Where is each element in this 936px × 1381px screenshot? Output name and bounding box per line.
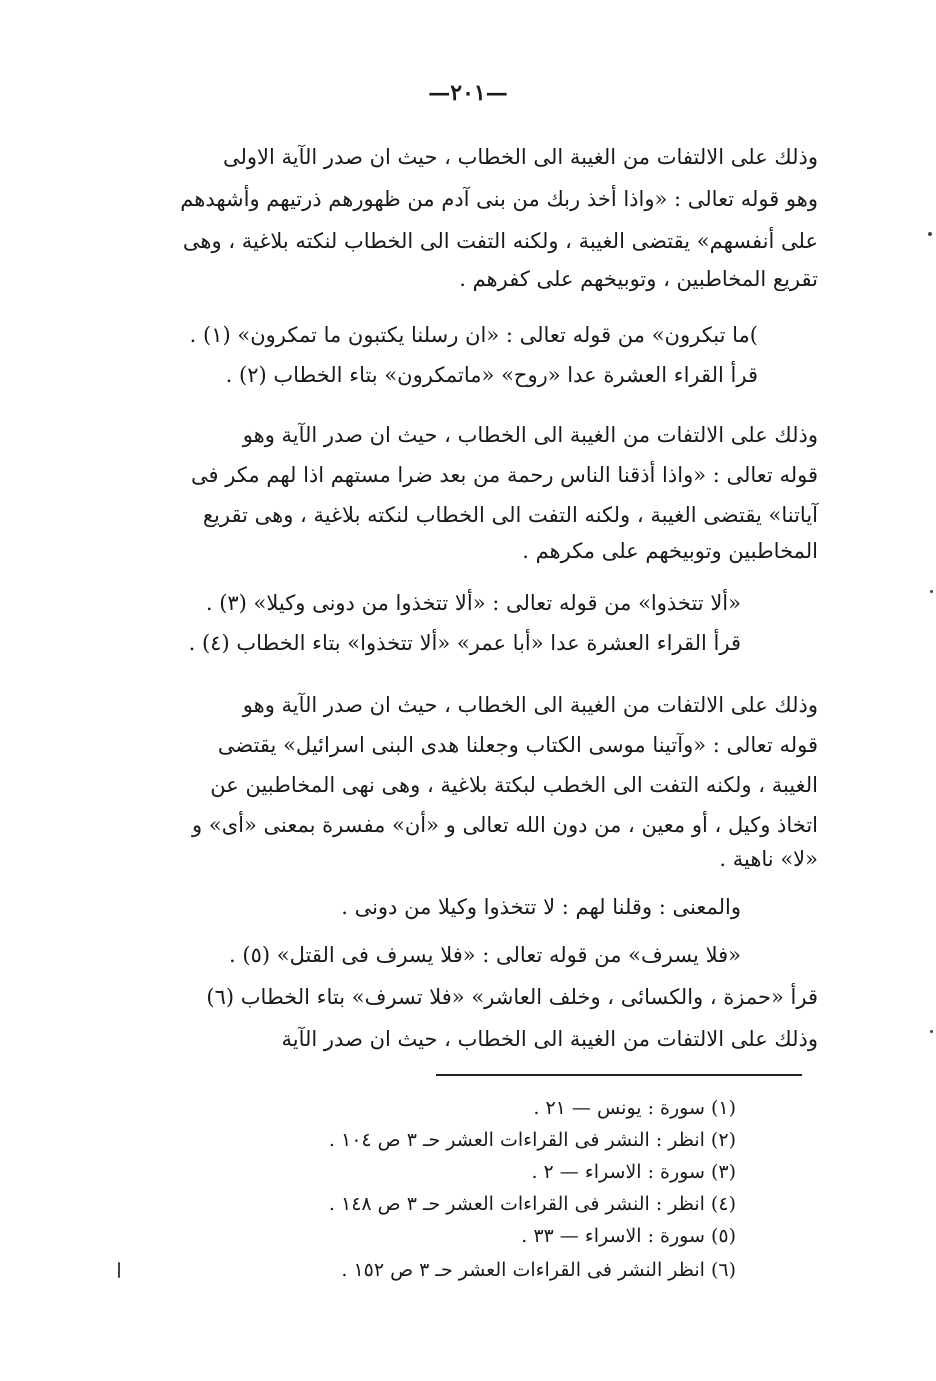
scan-speck [930, 590, 933, 593]
body-line: وذلك على الالتفات من الغيبة الى الخطاب ، حيث ان صدر الآية [281, 1027, 818, 1051]
body-line: اتخاذ وكيل ، أو معين ، من دون الله تعالى و «أن» مفسرة بمعنى «أى» و [192, 813, 818, 837]
footnote: (٤) انظر : النشر فى القراءات العشر حـ ٣ ص ١٤٨ . [328, 1193, 736, 1215]
scan-speck [118, 1262, 120, 1278]
footnote: (٦) انظر النشر فى القراءات العشر حـ ٣ ص ١٥٢ . [341, 1259, 736, 1281]
footnote: (١) سورة : يونس — ٢١ . [533, 1097, 736, 1119]
body-line: آياتنا» يقتضى الغيبة ، ولكنه التفت الى الخطاب لنكته بلاغية ، وهى تقريع [202, 503, 818, 527]
body-line: المخاطبين وتوبيخهم على مكرهم . [522, 539, 818, 563]
body-line: «لا» ناهية . [719, 847, 818, 871]
body-line: «فلا يسرف» من قوله تعالى : «فلا يسرف فى القتل» (٥) . [229, 943, 741, 967]
body-line: وذلك على الالتفات من الغيبة الى الخطاب ، حيث ان صدر الآية وهو [242, 423, 818, 447]
body-line: قرأ القراء العشرة عدا «روح» «ماتمكرون» بتاء الخطاب (٢) . [225, 363, 758, 387]
body-line: قرأ «حمزة ، والكسائى ، وخلف العاشر» «فلا تسرف» بتاء الخطاب (٦) [206, 985, 818, 1009]
scan-speck [928, 232, 932, 236]
body-line: تقريع المخاطبين ، وتوبيخهم على كفرهم . [459, 267, 818, 291]
body-line: قوله تعالى : «وآتينا موسى الكتاب وجعلنا هدى البنى اسرائيل» يقتضى [217, 733, 818, 757]
body-line: الغيبة ، ولكنه التفت الى الخطب لبكتة بلاغية ، وهى نهى المخاطبين عن [210, 773, 818, 797]
body-line: والمعنى : وقلنا لهم : لا تتخذوا وكيلا من دونى . [341, 895, 741, 919]
footnote: (٥) سورة : الاسراء — ٣٣ . [521, 1225, 736, 1247]
footnote-separator [436, 1074, 802, 1076]
body-line: )ما تبكرون» من قوله تعالى : «ان رسلنا يكتبون ما تمكرون» (١) . [189, 323, 758, 347]
body-line: قرأ القراء العشرة عدا «أبا عمر» «ألا تتخذوا» بتاء الخطاب (٤) . [188, 631, 741, 655]
body-line: قوله تعالى : «واذا أذقنا الناس رحمة من بعد ضرا مستهم اذا لهم مكر فى [191, 463, 818, 487]
scan-speck [930, 1030, 933, 1033]
body-line: وذلك على الالتفات من الغيبة الى الخطاب ، حيث ان صدر الآية الاولى [222, 145, 818, 169]
footnote: (٣) سورة : الاسراء — ٢ . [531, 1161, 736, 1183]
body-line: «ألا تتخذوا» من قوله تعالى : «ألا تتخذوا من دونى وكيلا» (٣) . [205, 591, 741, 615]
body-line: وهو قوله تعالى : «واذا أخذ ربك من بنى آدم من ظهورهم ذرتيهم وأشهدهم [180, 187, 818, 211]
footnote: (٢) انظر : النشر فى القراءات العشر حـ ٣ ص ١٠٤ . [328, 1129, 736, 1151]
body-line: على أنفسهم» يقتضى الغيبة ، ولكنه التفت الى الخطاب لنكته بلاغية ، وهى [182, 229, 818, 253]
body-line: وذلك على الالتفات من الغيبة الى الخطاب ، حيث ان صدر الآية وهو [242, 693, 818, 717]
page-number: —٢٠١— [428, 80, 508, 106]
